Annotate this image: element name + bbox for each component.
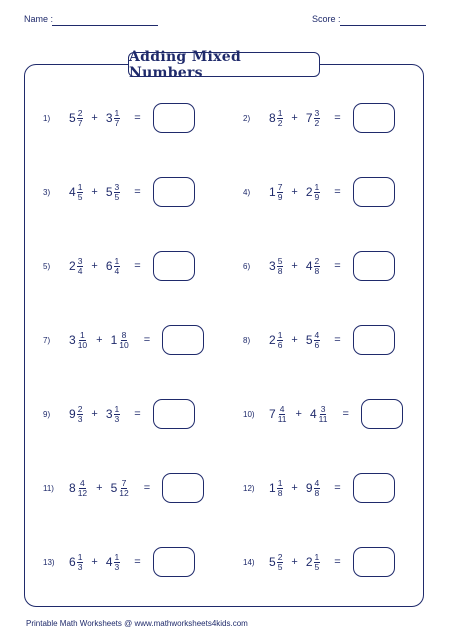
denominator: 8	[314, 265, 320, 276]
equals-sign: =	[143, 334, 151, 346]
problem-5	[43, 249, 223, 283]
denominator: 5	[77, 191, 83, 202]
denominator: 4	[114, 265, 120, 276]
whole-part: 8	[269, 111, 276, 125]
whole-part: 9	[69, 407, 76, 421]
mixed-number-first	[69, 257, 83, 276]
denominator: 9	[314, 191, 320, 202]
denominator: 3	[77, 561, 83, 572]
mixed-number-first	[69, 109, 83, 128]
problem-number: 2)	[243, 113, 251, 123]
mixed-number-second	[306, 479, 320, 498]
fraction	[114, 183, 121, 202]
plus-sign: +	[291, 112, 298, 124]
numerator: 1	[80, 329, 85, 340]
problem-number: 12)	[243, 483, 255, 493]
mixed-number-second	[111, 331, 130, 350]
whole-part: 4	[305, 259, 313, 273]
denominator: 5	[314, 561, 320, 572]
problem-13	[43, 545, 223, 579]
plus-sign: +	[91, 260, 98, 272]
plus-sign: +	[291, 334, 298, 346]
mixed-number-second	[306, 257, 320, 276]
score-line[interactable]	[340, 25, 426, 26]
problem-number: 14)	[243, 557, 255, 567]
fraction	[277, 479, 284, 498]
numerator: 2	[314, 255, 320, 266]
denominator: 9	[277, 191, 283, 202]
numerator: 5	[277, 255, 283, 266]
equals-sign: =	[334, 186, 341, 198]
problem-number: 13)	[43, 557, 55, 567]
whole-part: 3	[69, 333, 76, 347]
denominator: 4	[77, 265, 83, 276]
numerator: 1	[277, 329, 283, 340]
mixed-number-first	[269, 109, 283, 128]
equals-sign: =	[334, 482, 341, 494]
answer-box[interactable]	[153, 547, 195, 577]
whole-part: 5	[110, 481, 118, 495]
problem-11	[43, 471, 223, 505]
numerator: 1	[114, 107, 120, 118]
fraction	[114, 257, 121, 276]
whole-part: 6	[105, 259, 113, 273]
numerator: 1	[77, 181, 83, 192]
fraction	[77, 257, 84, 276]
fraction	[318, 405, 329, 424]
problem-number: 11)	[43, 483, 54, 493]
mixed-number-first	[269, 553, 283, 572]
problem-9	[43, 397, 223, 431]
numerator: 4	[279, 403, 285, 414]
problem-number: 8)	[243, 335, 251, 345]
numerator: 1	[314, 551, 320, 562]
equals-sign: =	[134, 260, 141, 272]
fraction	[277, 405, 288, 424]
denominator: 10	[119, 339, 129, 350]
footer-credit: Printable Math Worksheets @ www.mathworksheets4kids.com	[26, 619, 248, 628]
mixed-number-second	[111, 479, 130, 498]
answer-box[interactable]	[353, 325, 395, 355]
whole-part: 2	[305, 555, 313, 569]
whole-part: 7	[305, 111, 313, 125]
answer-box[interactable]	[153, 177, 195, 207]
numerator: 1	[277, 107, 283, 118]
problem-number: 9)	[43, 409, 51, 419]
whole-part: 5	[105, 185, 113, 199]
fraction	[77, 109, 84, 128]
answer-box[interactable]	[353, 251, 395, 281]
answer-box[interactable]	[353, 103, 395, 133]
score-label: Score :	[312, 14, 341, 24]
name-label: Name :	[24, 14, 54, 24]
plus-sign: +	[91, 112, 98, 124]
whole-part: 1	[110, 333, 118, 347]
denominator: 7	[77, 117, 83, 128]
equals-sign: =	[334, 112, 341, 124]
equals-sign: =	[134, 556, 141, 568]
mixed-number-second	[106, 109, 120, 128]
problem-14	[243, 545, 423, 579]
fraction	[314, 183, 321, 202]
whole-part: 5	[69, 111, 76, 125]
denominator: 8	[314, 487, 320, 498]
numerator: 7	[121, 477, 127, 488]
fraction	[314, 479, 321, 498]
mixed-number-first	[69, 331, 88, 350]
plus-sign: +	[96, 482, 103, 494]
mixed-number-first	[269, 405, 288, 424]
problem-1	[43, 101, 223, 135]
equals-sign: =	[143, 482, 151, 494]
answer-box[interactable]	[162, 473, 204, 503]
equals-sign: =	[134, 112, 141, 124]
mixed-number-second	[106, 257, 120, 276]
answer-box[interactable]	[162, 325, 204, 355]
fraction	[77, 331, 88, 350]
numerator: 3	[314, 107, 320, 118]
denominator: 8	[277, 265, 283, 276]
denominator: 12	[119, 487, 129, 498]
plus-sign: +	[91, 556, 98, 568]
fraction	[314, 257, 321, 276]
whole-part: 1	[269, 481, 276, 495]
numerator: 3	[77, 255, 83, 266]
mixed-number-second	[306, 331, 320, 350]
plus-sign: +	[291, 482, 298, 494]
numerator: 8	[121, 329, 127, 340]
whole-part: 8	[69, 481, 76, 495]
denominator: 6	[277, 339, 283, 350]
plus-sign: +	[295, 408, 302, 420]
problem-number: 7)	[43, 335, 51, 345]
fraction	[77, 479, 88, 498]
numerator: 2	[277, 551, 283, 562]
denominator: 8	[277, 487, 283, 498]
answer-box[interactable]	[353, 177, 395, 207]
whole-part: 3	[105, 111, 113, 125]
mixed-number-second	[306, 183, 320, 202]
problem-2	[243, 101, 423, 135]
numerator: 1	[114, 403, 120, 414]
whole-part: 6	[69, 555, 76, 569]
problem-number: 6)	[243, 261, 251, 271]
whole-part: 4	[105, 555, 113, 569]
answer-box[interactable]	[353, 473, 395, 503]
problem-6	[243, 249, 423, 283]
whole-part: 3	[105, 407, 113, 421]
fraction	[77, 183, 84, 202]
denominator: 5	[277, 561, 283, 572]
whole-part: 2	[269, 333, 276, 347]
answer-box[interactable]	[153, 251, 195, 281]
equals-sign: =	[134, 408, 141, 420]
whole-part: 4	[69, 185, 76, 199]
fraction	[77, 553, 84, 572]
problem-4	[243, 175, 423, 209]
denominator: 10	[77, 339, 88, 350]
fraction	[314, 553, 321, 572]
whole-part: 5	[269, 555, 276, 569]
numerator: 1	[114, 255, 120, 266]
fraction	[277, 183, 284, 202]
whole-part: 1	[269, 185, 276, 199]
whole-part: 4	[309, 407, 317, 421]
numerator: 4	[314, 329, 320, 340]
plus-sign: +	[291, 186, 298, 198]
mixed-number-first	[69, 405, 83, 424]
equals-sign: =	[334, 260, 341, 272]
numerator: 3	[114, 181, 120, 192]
answer-box[interactable]	[361, 399, 403, 429]
denominator: 6	[314, 339, 320, 350]
fraction	[277, 257, 284, 276]
problem-7	[43, 323, 223, 357]
mixed-number-second	[106, 553, 120, 572]
mixed-number-first	[269, 257, 283, 276]
denominator: 11	[318, 413, 328, 424]
fraction	[118, 479, 129, 498]
denominator: 12	[77, 487, 88, 498]
problem-number: 4)	[243, 187, 251, 197]
plus-sign: +	[291, 260, 298, 272]
plus-sign: +	[91, 408, 98, 420]
whole-part: 3	[269, 259, 276, 273]
mixed-number-second	[306, 553, 320, 572]
denominator: 2	[277, 117, 283, 128]
equals-sign: =	[334, 556, 341, 568]
problem-number: 3)	[43, 187, 51, 197]
name-line[interactable]	[52, 25, 158, 26]
equals-sign: =	[342, 408, 349, 420]
denominator: 3	[114, 413, 120, 424]
numerator: 2	[77, 107, 83, 118]
plus-sign: +	[96, 334, 103, 346]
whole-part: 2	[69, 259, 76, 273]
whole-part: 9	[305, 481, 313, 495]
fraction	[277, 109, 284, 128]
problem-number: 1)	[43, 113, 51, 123]
numerator: 7	[277, 181, 283, 192]
equals-sign: =	[334, 334, 341, 346]
mixed-number-first	[269, 183, 283, 202]
title-box	[128, 48, 320, 81]
problem-number: 10)	[243, 409, 255, 419]
numerator: 2	[77, 403, 83, 414]
denominator: 3	[77, 413, 83, 424]
numerator: 1	[277, 477, 283, 488]
whole-part: 2	[305, 185, 313, 199]
plus-sign: +	[91, 186, 98, 198]
mixed-number-first	[269, 479, 283, 498]
fraction	[118, 331, 129, 350]
mixed-number-first	[269, 331, 283, 350]
fraction	[114, 553, 121, 572]
problem-10	[243, 397, 423, 431]
fraction	[314, 331, 321, 350]
fraction	[114, 405, 121, 424]
problem-number: 5)	[43, 261, 51, 271]
whole-part: 7	[269, 407, 276, 421]
problem-3	[43, 175, 223, 209]
denominator: 11	[277, 413, 287, 424]
worksheet-title: Adding Mixed Numbers	[129, 48, 242, 81]
numerator: 1	[77, 551, 83, 562]
mixed-number-first	[69, 479, 88, 498]
mixed-number-first	[69, 553, 83, 572]
problem-8	[243, 323, 423, 357]
numerator: 3	[320, 403, 326, 414]
fraction	[277, 553, 284, 572]
plus-sign: +	[291, 556, 298, 568]
denominator: 5	[114, 191, 120, 202]
fraction	[77, 405, 84, 424]
mixed-number-second	[106, 183, 120, 202]
mixed-number-second	[306, 109, 320, 128]
numerator: 1	[314, 181, 320, 192]
answer-box[interactable]	[353, 547, 395, 577]
fraction	[314, 109, 321, 128]
mixed-number-second	[310, 405, 329, 424]
problem-12	[243, 471, 423, 505]
answer-box[interactable]	[153, 399, 195, 429]
denominator: 3	[114, 561, 120, 572]
fraction	[114, 109, 121, 128]
whole-part: 5	[305, 333, 313, 347]
denominator: 2	[314, 117, 320, 128]
numerator: 4	[314, 477, 320, 488]
mixed-number-second	[106, 405, 120, 424]
fraction	[277, 331, 284, 350]
denominator: 7	[114, 117, 120, 128]
numerator: 4	[80, 477, 85, 488]
equals-sign: =	[134, 186, 141, 198]
numerator: 1	[114, 551, 120, 562]
mixed-number-first	[69, 183, 83, 202]
answer-box[interactable]	[153, 103, 195, 133]
